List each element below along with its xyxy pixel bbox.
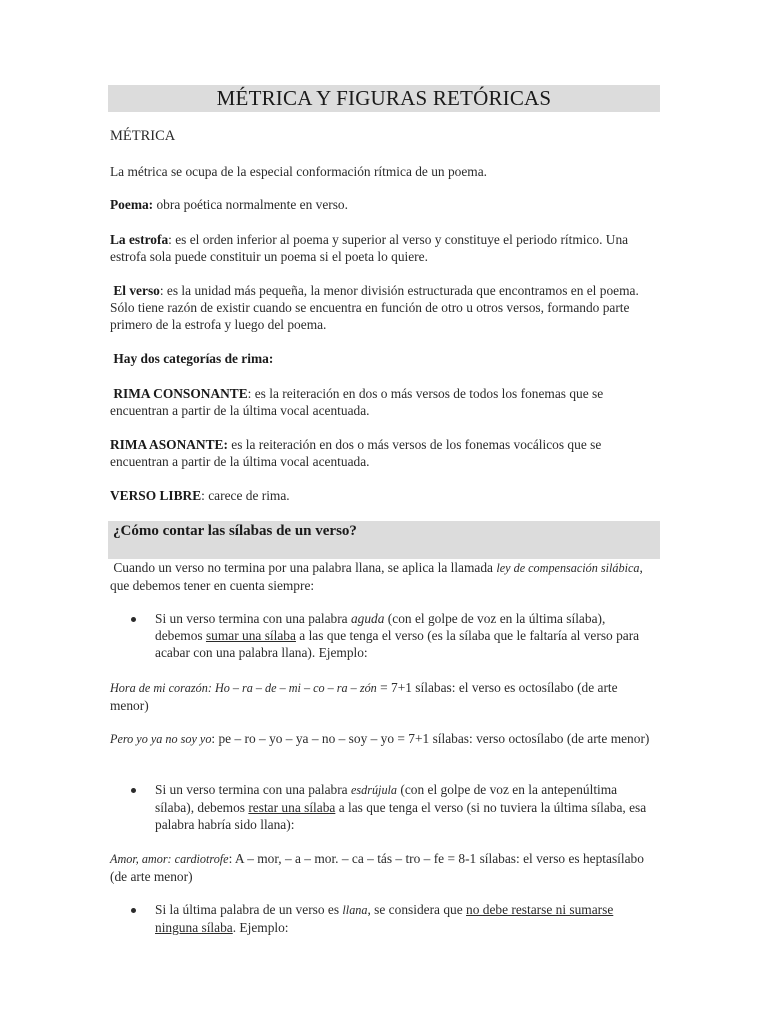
bullet-aguda <box>155 610 655 661</box>
rima-consonante-definition <box>110 385 655 419</box>
poema-term: Poema: <box>110 197 154 212</box>
example-aguda-2 <box>110 730 655 748</box>
rima-asonante-text: es la reiteración en dos o más versos de los fonemas vocálicos que se encuentran a partir de la última vocal acentuada. <box>110 437 602 469</box>
bullet-aguda-b: (con el golpe de voz en la última sílaba), debemos <box>155 611 606 643</box>
document-title: MÉTRICA Y FIGURAS RETÓRICAS <box>108 85 660 112</box>
bullet-esdrujula-u: restar una sílaba <box>248 800 336 815</box>
estrofa-term: La estrofa <box>110 232 169 247</box>
section-heading-metrica: MÉTRICA <box>110 128 176 144</box>
bullet-esdrujula <box>155 781 655 833</box>
bullet-aguda-em: aguda <box>350 611 385 626</box>
compensacion-paragraph <box>110 559 655 594</box>
intro-paragraph: La métrica se ocupa de la especial conformación rítmica de un poema. <box>110 164 487 179</box>
verso-libre-term: VERSO LIBRE <box>110 488 202 503</box>
rima-consonante-term: RIMA CONSONANTE <box>113 386 248 401</box>
estrofa-text: : es el orden inferior al poema y superior al verso y constituye el periodo rítmico. Una estrofa sola puede constituir un poema si el poeta lo quiere. <box>110 232 629 264</box>
example-esdrujula <box>110 850 655 885</box>
rima-consonante-text: : es la reiteración en dos o más versos de todos los fonemas que se encuentran a partir de la última vocal acentuada. <box>110 386 604 418</box>
rima-asonante-definition <box>110 436 655 470</box>
silabas-heading: ¿Cómo contar las sílabas de un verso? <box>113 523 357 539</box>
bullet-llana <box>155 901 655 936</box>
verso-definition <box>110 282 655 333</box>
verso-libre-definition <box>110 487 655 504</box>
verso-text: : es la unidad más pequeña, la menor división estructurada que encontramos en el poema. Sólo tiene razón de existir cuando se encuentra en función de otro u otros versos, formando parte primero de la estrofa y luego del poema. <box>110 283 639 332</box>
bullet-llana-u: no debe restarse ni sumarse ninguna sílaba <box>155 902 614 935</box>
bullet-esdrujula-em: esdrújula <box>350 783 398 797</box>
bullet-icon <box>131 617 136 622</box>
poema-definition <box>110 196 655 213</box>
compensacion-post: , que debemos tener en cuenta siempre: <box>110 560 643 593</box>
rima-categories-text: Hay dos categorías de rima: <box>113 351 274 366</box>
example-aguda-2-text: : pe – ro – yo – ya – no – soy – yo = 7+1 sílabas: verso octosílabo (de arte menor) <box>211 731 650 746</box>
example-esdrujula-text: : A – mor, – a – mor. – ca – tás – tro – fe = 8-1 sílabas: el verso es heptasílabo (de arte menor) <box>110 851 644 884</box>
compensacion-pre: Cuando un verso no termina por una palabra llana, se aplica la llamada <box>113 560 497 575</box>
poema-text: obra poética normalmente en verso. <box>153 197 348 212</box>
example-aguda-1-verse: Hora de mi corazón: Ho – ra – de – mi – co – ra – zón <box>110 681 377 695</box>
bullet-llana-c: . Ejemplo: <box>232 920 289 935</box>
example-aguda-2-verse: Pero yo ya no soy yo <box>110 732 212 746</box>
bullet-aguda-c: a las que tenga el verso (es la sílaba que le faltaría al verso para acabar con una palabra llana). Ejemplo: <box>155 628 640 660</box>
bullet-icon <box>131 788 136 793</box>
bullet-llana-a: Si la última palabra de un verso es <box>155 902 343 917</box>
bullet-llana-b: , se considera que <box>367 902 467 917</box>
bullet-aguda-u: sumar una sílaba <box>205 628 296 643</box>
verso-libre-text: : carece de rima. <box>201 488 290 503</box>
bullet-esdrujula-c: a las que tenga el verso (si no tuviera la última sílaba, esa palabra habría sido llana): <box>155 800 647 832</box>
bullet-esdrujula-b: (con el golpe de voz en la antepenúltima sílaba), debemos <box>155 782 618 815</box>
bullet-esdrujula-a: Si un verso termina con una palabra <box>155 782 351 797</box>
example-aguda-1 <box>110 679 655 714</box>
compensacion-term: ley de compensación silábica <box>496 561 640 575</box>
rima-categories-heading <box>110 350 655 367</box>
rima-asonante-term: RIMA ASONANTE: <box>110 437 228 452</box>
verso-term: El verso <box>113 283 160 298</box>
bullet-aguda-a: Si un verso termina con una palabra <box>155 611 351 626</box>
example-esdrujula-verse: Amor, amor: cardiotrofe <box>110 852 229 866</box>
estrofa-definition <box>110 231 655 265</box>
example-aguda-1-text: = 7+1 sílabas: el verso es octosílabo (de arte menor) <box>110 680 618 713</box>
bullet-icon <box>131 908 136 913</box>
bullet-llana-em: llana <box>342 903 368 917</box>
